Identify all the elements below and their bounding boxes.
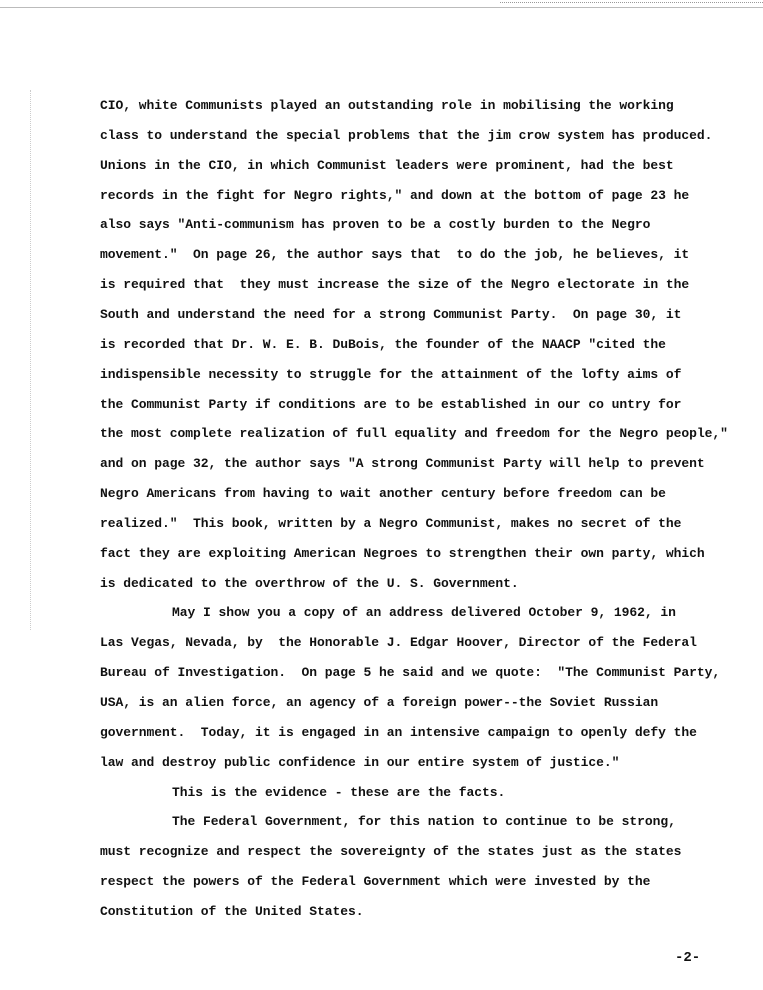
text-line: must recognize and respect the sovereignty of the states just as the states (100, 844, 682, 860)
text-line: May I show you a copy of an address delivered October 9, 1962, in (172, 605, 676, 621)
text-line: Constitution of the United States. (100, 903, 364, 919)
text-line: law and destroy public confidence in our entire system of justice." (100, 754, 620, 770)
text-line: Las Vegas, Nevada, by the Honorable J. Edgar Hoover, Director of the Federal (100, 635, 697, 651)
text-line: and on page 32, the author says "A strong Communist Party will help to prevent (100, 456, 705, 472)
text-line: realized." This book, written by a Negro Communist, makes no secret of the (100, 515, 682, 531)
text-line: is recorded that Dr. W. E. B. DuBois, the founder of the NAACP "cited the (100, 336, 666, 352)
text-line: the most complete realization of full equality and freedom for the Negro people," (100, 426, 728, 442)
text-line: indispensible necessity to struggle for the attainment of the lofty aims of (100, 366, 682, 382)
text-line: USA, is an alien force, an agency of a foreign power--the Soviet Russian (100, 695, 659, 710)
scan-edge-line (0, 7, 763, 8)
margin-specks (30, 90, 71, 630)
text-line: CIO, white Communists played an outstanding role in mobilising the working (100, 98, 674, 113)
text-line: This is the evidence - these are the facts. (172, 784, 506, 800)
text-line: Negro Americans from having to wait another century before freedom can be (100, 486, 666, 502)
text-line: records in the fight for Negro rights," and down at the bottom of page 23 he (100, 187, 690, 203)
text-line: is required that they must increase the size of the Negro electorate in the (100, 277, 690, 293)
text-line: also says "Anti-communism has proven to be a costly burden to the Negro (100, 217, 651, 233)
text-line: Unions in the CIO, in which Communist leaders were prominent, had the best (100, 157, 674, 173)
text-line: the Communist Party if conditions are to be established in our co untry for (100, 396, 682, 412)
text-line: South and understand the need for a strong Communist Party. On page 30, it (100, 306, 682, 322)
text-line: The Federal Government, for this nation to continue to be strong, (172, 814, 676, 830)
text-line: class to understand the special problems that the jim crow system has produced. (100, 127, 713, 143)
text-line: is dedicated to the overthrow of the U. S. Government. (100, 575, 519, 591)
text-line: fact they are exploiting American Negroes to strengthen their own party, which (100, 545, 705, 561)
text-line: movement." On page 26, the author says that to do the job, he believes, it (100, 247, 690, 263)
scan-edge-dots (500, 2, 763, 6)
text-line: government. Today, it is engaged in an intensive campaign to openly defy the (100, 724, 697, 740)
page-number: -2- (675, 950, 701, 966)
text-line: respect the powers of the Federal Government which were invested by the (100, 874, 651, 890)
text-line: Bureau of Investigation. On page 5 he said and we quote: "The Communist Party, (100, 665, 721, 681)
